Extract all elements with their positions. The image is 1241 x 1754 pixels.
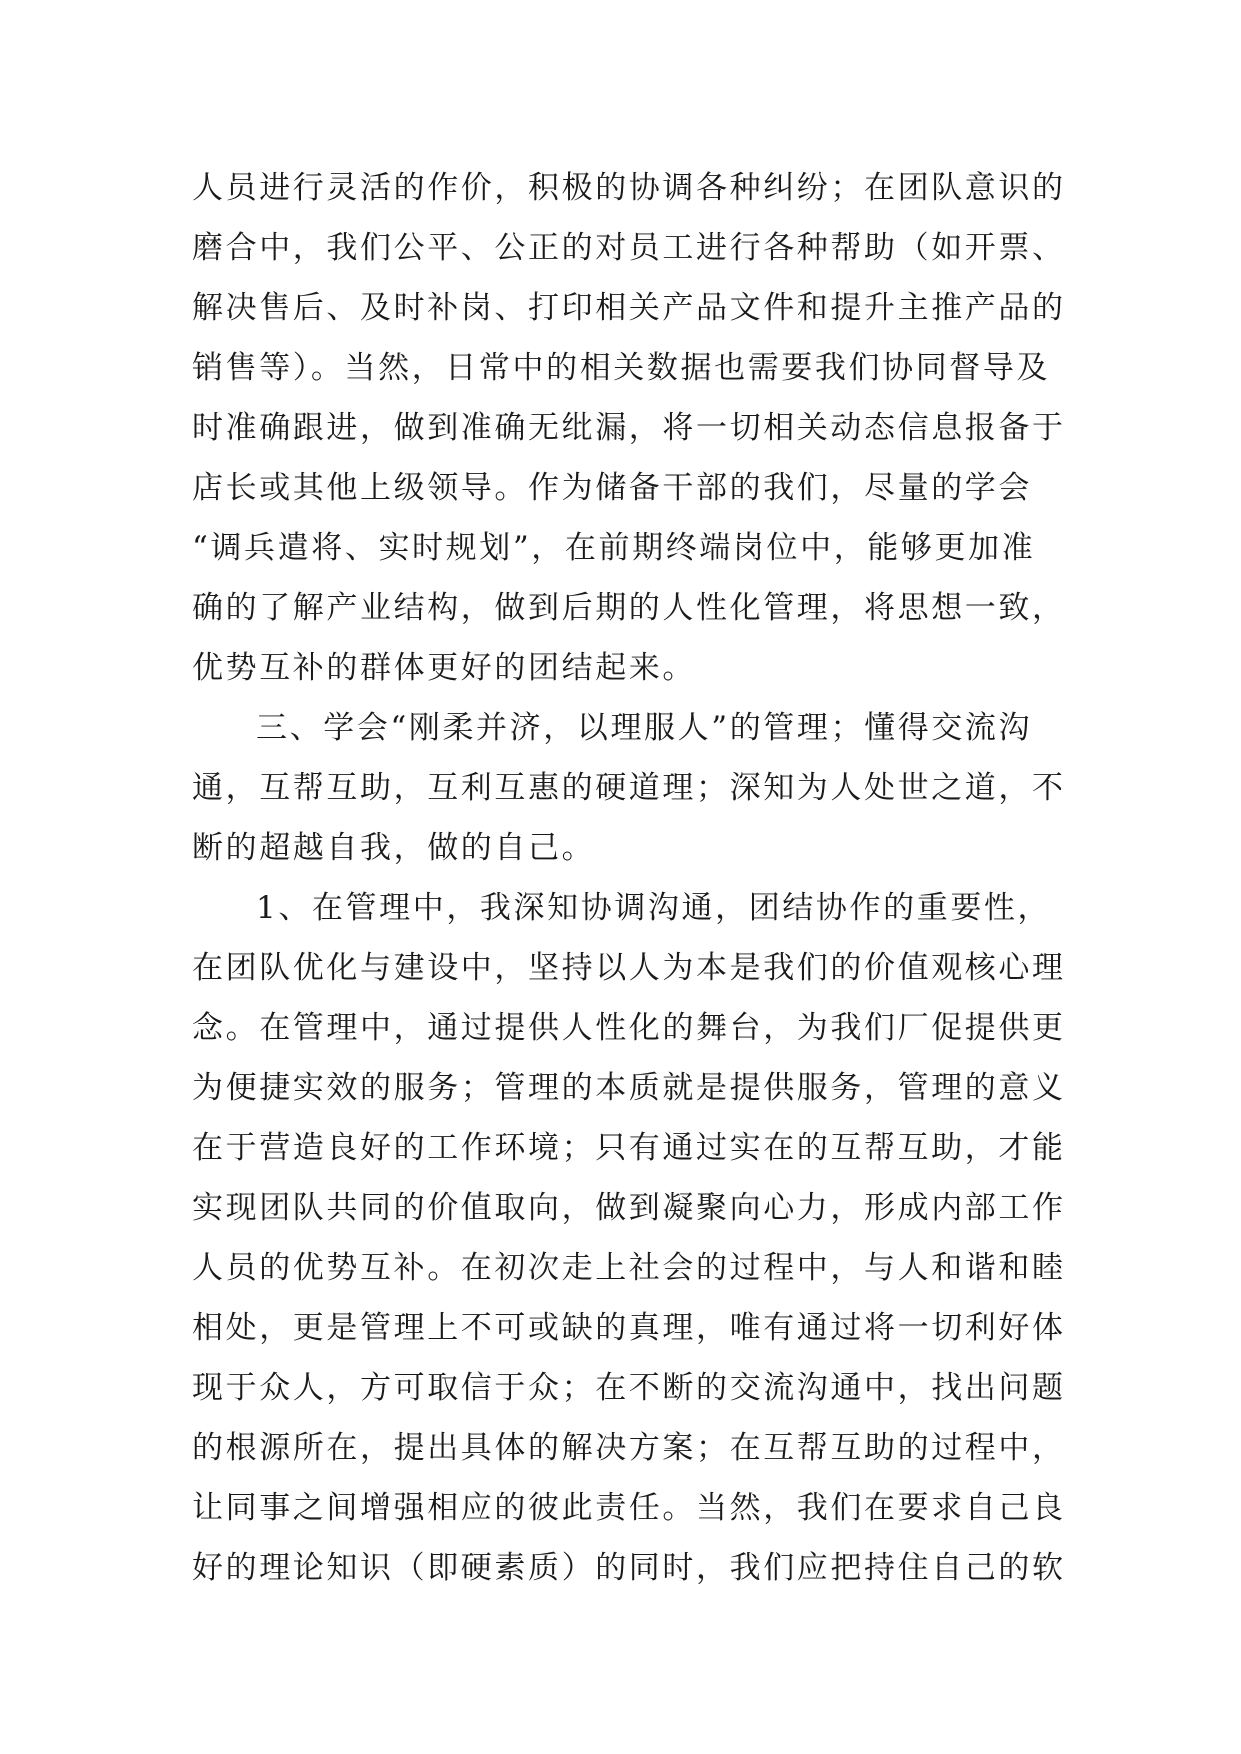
text-line: 现于众人，方可取信于众；在不断的交流沟通中，找出问题	[192, 1370, 1066, 1406]
text-line: 念。在管理中，通过提供人性化的舞台，为我们厂促提供更	[192, 1010, 1066, 1046]
text-line: 人员的优势互补。在初次走上社会的过程中，与人和谐和睦	[192, 1250, 1066, 1286]
text-line: 好的理论知识（即硬素质）的同时，我们应把持住自己的软	[192, 1550, 1066, 1586]
text-line: 时准确跟进，做到准确无纰漏，将一切相关动态信息报备于	[192, 410, 1066, 446]
text-line: 让同事之间增强相应的彼此责任。当然，我们在要求自己良	[192, 1490, 1066, 1526]
text-line: 人员进行灵活的作价，积极的协调各种纠纷；在团队意识的	[192, 170, 1066, 206]
text-line: 为便捷实效的服务；管理的本质就是提供服务，管理的意义	[192, 1070, 1066, 1106]
text-line: “调兵遣将、实时规划”，在前期终端岗位中，能够更加准	[192, 530, 1036, 566]
text-line: 在团队优化与建设中，坚持以人为本是我们的价值观核心理	[192, 950, 1066, 986]
text-line: 确的了解产业结构，做到后期的人性化管理，将思想一致，	[192, 590, 1066, 626]
text-line: 实现团队共同的价值取向，做到凝聚向心力，形成内部工作	[192, 1190, 1066, 1226]
numbered-item-line: 1、在管理中，我深知协调沟通，团结协作的重要性，	[256, 890, 1052, 926]
text-line: 断的超越自我，做的自己。	[192, 830, 596, 866]
section-heading-line: 三、学会“刚柔并济，以理服人”的管理；懂得交流沟	[256, 710, 1033, 746]
text-line: 优势互补的群体更好的团结起来。	[192, 650, 696, 686]
text-line: 磨合中，我们公平、公正的对员工进行各种帮助（如开票、	[192, 230, 1066, 266]
document-body	[192, 158, 1072, 1598]
text-line: 在于营造良好的工作环境；只有通过实在的互帮互助，才能	[192, 1130, 1066, 1166]
text-line: 的根源所在，提出具体的解决方案；在互帮互助的过程中，	[192, 1430, 1066, 1466]
text-line: 店长或其他上级领导。作为储备干部的我们，尽量的学会	[192, 470, 1032, 506]
text-line: 相处，更是管理上不可或缺的真理，唯有通过将一切利好体	[192, 1310, 1066, 1346]
text-line: 解决售后、及时补岗、打印相关产品文件和提升主推产品的	[192, 290, 1066, 326]
text-line: 销售等）。当然，日常中的相关数据也需要我们协同督导及	[192, 350, 1051, 386]
text-line: 通，互帮互助，互利互惠的硬道理；深知为人处世之道，不	[192, 770, 1066, 806]
